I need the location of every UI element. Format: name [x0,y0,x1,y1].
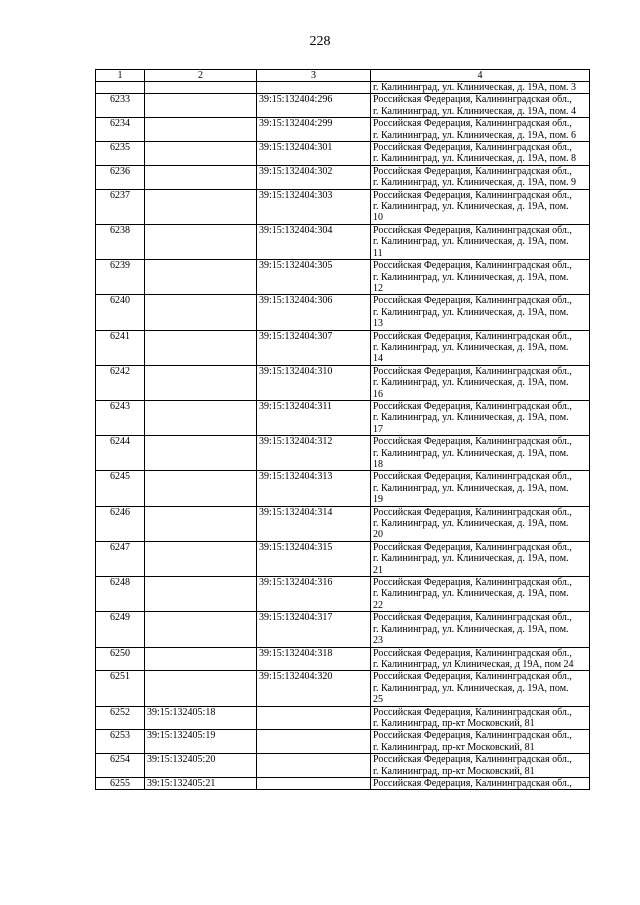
address-cell [371,706,590,730]
cadastral-number-cell-col2 [145,94,257,118]
table-row [96,777,590,789]
row-number-cell: 6241 [96,330,145,365]
row-number-cell: 6253 [96,730,145,754]
table-row [96,224,590,259]
address-cell [371,330,590,365]
address-line: 25 [373,694,383,706]
address-line: Российская Федерация, Калининградская обл., [373,730,572,742]
cadastral-number-cell-col2 [145,400,257,435]
cadastral-number-cell-col3: 39:15:132404:302 [257,165,371,189]
address-cell [371,295,590,330]
cadastral-number-cell-col2 [145,577,257,612]
address-line: Российская Федерация, Калининградская обл., [373,400,572,412]
address-cell [371,612,590,647]
address-line: Российская Федерация, Калининградская обл., [373,541,572,553]
table-row [96,295,590,330]
cadastral-number-cell-col3: 39:15:132404:306 [257,295,371,330]
cadastral-number-cell-col3: 39:15:132404:304 [257,224,371,259]
address-line: г. Калининград, ул. Клиническая, д. 19А, пом. [373,482,569,494]
cadastral-number-cell-col2 [145,165,257,189]
address-line: 21 [373,564,383,576]
row-number-cell: 6242 [96,365,145,400]
address-line: Российская Федерация, Калининградская обл., [373,647,572,659]
row-number-cell: 6234 [96,118,145,142]
address-cell [371,189,590,224]
row-number-cell: 6252 [96,706,145,730]
table-row [96,471,590,506]
cadastral-number-cell-col2 [145,436,257,471]
address-cell [371,777,590,789]
address-line: г. Калининград, ул. Клиническая, д. 19А, пом. [373,377,569,389]
row-number-cell: 6254 [96,754,145,778]
address-cell [371,647,590,671]
address-line: г. Калининград, ул. Клиническая, д. 19А, пом. [373,412,569,424]
address-line: 12 [373,282,383,294]
row-number-cell: 6233 [96,94,145,118]
table-row [96,612,590,647]
cadastral-number-cell-col3: 39:15:132404:311 [257,400,371,435]
table-row [96,436,590,471]
cadastral-number-cell-col3: 39:15:132404:317 [257,612,371,647]
address-line: Российская Федерация, Калининградская обл., [373,706,572,718]
table-row [96,730,590,754]
row-number-cell: 6236 [96,165,145,189]
address-line: г. Калининград, ул. Клиническая, д. 19А, пом. [373,271,569,283]
row-number-cell: 6239 [96,260,145,295]
address-line: Российская Федерация, Калининградская обл., [373,506,572,518]
address-line: 16 [373,388,383,400]
cadastral-number-cell-col2 [145,365,257,400]
row-number-cell: 6243 [96,400,145,435]
cadastral-number-cell-col3 [257,730,371,754]
address-line: г. Калининград, ул. Клиническая, д. 19А, пом. [373,447,569,459]
table-row [96,142,590,166]
table-row [96,647,590,671]
address-line: г. Калининград, ул. Клиническая, д. 19А, пом. [373,306,569,318]
row-number-cell: 6235 [96,142,145,166]
table-row [96,754,590,778]
address-line: Российская Федерация, Калининградская обл., [373,754,572,766]
cadastral-number-cell-col3: 39:15:132404:303 [257,189,371,224]
address-line: 10 [373,212,383,224]
address-line: Российская Федерация, Калининградская обл., [373,471,572,483]
row-number-cell: 6247 [96,541,145,576]
cadastral-number-cell-col2 [145,506,257,541]
cadastral-number-cell-col2 [145,541,257,576]
address-line: Российская Федерация, Калининградская обл., [373,671,572,683]
address-cell [371,224,590,259]
cadastral-number-cell-col2 [145,224,257,259]
row-number-cell: 6237 [96,189,145,224]
column-header-2: 2 [145,70,257,82]
address-line: Российская Федерация, Калининградская обл., [373,165,572,177]
address-line: г. Калининград, пр-кт Московский, 81 [373,717,535,729]
cadastral-number-cell-col3 [257,82,371,94]
address-cell [371,506,590,541]
cadastral-number-cell-col2 [145,647,257,671]
address-line: г. Калининград, ул. Клиническая, д. 19А, пом. 6 [373,129,577,141]
cadastral-number-cell-col3: 39:15:132404:314 [257,506,371,541]
address-line: 14 [373,353,383,365]
address-cell [371,82,590,94]
address-cell [371,730,590,754]
address-line: Российская Федерация, Калининградская обл., [373,436,572,448]
table-row [96,577,590,612]
table-row [96,330,590,365]
address-line: г. Калининград, ул. Клиническая, д. 19А, пом. 8 [373,153,577,165]
address-line: г. Калининград, ул. Клиническая, д. 19А, пом. [373,682,569,694]
address-cell [371,436,590,471]
page-number: 228 [309,34,331,49]
column-header-3: 3 [257,70,371,82]
address-cell [371,754,590,778]
cadastral-number-cell-col2 [145,612,257,647]
cadastral-number-cell-col3: 39:15:132404:301 [257,142,371,166]
cadastral-number-cell-col2: 39:15:132405:21 [145,777,257,789]
address-line: Российская Федерация, Калининградская обл., [373,189,572,201]
address-line: 20 [373,529,383,541]
address-cell [371,165,590,189]
table-row [96,260,590,295]
row-number-cell: 6251 [96,671,145,706]
address-cell [371,577,590,612]
table-row [96,165,590,189]
table-row [96,541,590,576]
table-row [96,94,590,118]
cadastral-number-cell-col3: 39:15:132404:312 [257,436,371,471]
cadastral-number-cell-col3: 39:15:132404:316 [257,577,371,612]
address-line: Российская Федерация, Калининградская обл., [373,142,572,154]
address-line: г. Калининград, ул. Клиническая, д. 19А, пом. 3 [373,82,577,93]
cadastral-number-cell-col3: 39:15:132404:307 [257,330,371,365]
address-line: Российская Федерация, Калининградская обл., [373,260,572,272]
row-number-cell: 6249 [96,612,145,647]
table-row [96,118,590,142]
row-number-cell: 6244 [96,436,145,471]
address-line: г. Калининград, ул. Клиническая, д. 19А, пом. 4 [373,105,577,117]
cadastral-number-cell-col2 [145,471,257,506]
registry-table [95,69,590,790]
row-number-cell: 6240 [96,295,145,330]
cadastral-number-cell-col3: 39:15:132404:296 [257,94,371,118]
table-header-row [96,70,590,82]
address-line: г. Калининград, ул. Клиническая, д. 19А, пом. [373,623,569,635]
address-line: 11 [373,247,383,259]
cadastral-number-cell-col2 [145,118,257,142]
address-line: Российская Федерация, Калининградская обл., [373,224,572,236]
cadastral-number-cell-col3: 39:15:132404:315 [257,541,371,576]
cadastral-number-cell-col2: 39:15:132405:20 [145,754,257,778]
address-cell [371,94,590,118]
address-line: г. Калининград, пр-кт Московский, 81 [373,741,535,753]
address-line: г. Калининград, ул. Клиническая, д. 19А, пом. [373,518,569,530]
cadastral-number-cell-col3: 39:15:132404:320 [257,671,371,706]
cadastral-number-cell-col3 [257,706,371,730]
cadastral-number-cell-col2 [145,295,257,330]
row-number-cell: 6238 [96,224,145,259]
cadastral-number-cell-col2: 39:15:132405:18 [145,706,257,730]
row-number-cell: 6255 [96,777,145,789]
cadastral-number-cell-col3: 39:15:132404:313 [257,471,371,506]
cadastral-number-cell-col3: 39:15:132404:299 [257,118,371,142]
row-number-cell: 6246 [96,506,145,541]
address-cell [371,142,590,166]
address-cell [371,260,590,295]
column-header-1: 1 [96,70,145,82]
address-cell [371,471,590,506]
address-cell [371,365,590,400]
address-line: 22 [373,599,383,611]
address-line: Российская Федерация, Калининградская обл., [373,94,572,106]
cadastral-number-cell-col3: 39:15:132404:310 [257,365,371,400]
address-line: Российская Федерация, Калининградская обл., [373,118,572,130]
row-number-cell [96,82,145,94]
cadastral-number-cell-col2 [145,142,257,166]
address-line: 13 [373,318,383,330]
address-line: Российская Федерация, Калининградская обл., [373,365,572,377]
address-line: 19 [373,494,383,506]
address-line: г. Калининград, ул. Клиническая, д. 19А, пом. 9 [373,177,577,189]
address-line: 23 [373,635,383,647]
table-row [96,400,590,435]
address-line: Российская Федерация, Калининградская обл., [373,295,572,307]
cadastral-number-cell-col2 [145,260,257,295]
address-line: 18 [373,459,383,470]
address-line: Российская Федерация, Калининградская обл., [373,612,572,624]
cadastral-number-cell-col2 [145,330,257,365]
table-row [96,506,590,541]
address-cell [371,118,590,142]
address-line: г. Калининград, пр-кт Московский, 81 [373,765,535,777]
cadastral-number-cell-col3: 39:15:132404:305 [257,260,371,295]
table-body [96,82,590,790]
cadastral-number-cell-col3: 39:15:132404:318 [257,647,371,671]
cadastral-number-cell-col3 [257,777,371,789]
address-cell [371,400,590,435]
table-row [96,671,590,706]
row-number-cell: 6245 [96,471,145,506]
row-number-cell: 6250 [96,647,145,671]
address-line: г. Калининград, ул Клиническая, д 19А, пом 24 [373,658,574,670]
address-line: Российская Федерация, Калининградская обл., [373,330,572,342]
cadastral-number-cell-col2 [145,671,257,706]
address-line: г. Калининград, ул. Клиническая, д. 19А, пом. [373,201,569,213]
address-line: г. Калининград, ул. Клиническая, д. 19А, пом. [373,553,569,565]
row-number-cell: 6248 [96,577,145,612]
address-line: 17 [373,423,383,435]
address-line: Российская Федерация, Калининградская обл., [373,577,572,589]
address-line: г. Калининград, ул. Клиническая, д. 19А, пом. [373,236,569,248]
cadastral-number-cell-col2 [145,82,257,94]
cadastral-number-cell-col3 [257,754,371,778]
table-row [96,706,590,730]
table-row [96,189,590,224]
table-row [96,365,590,400]
column-header-4: 4 [371,70,590,82]
address-cell [371,541,590,576]
address-line: г. Калининград, ул. Клиническая, д. 19А, пом. [373,588,569,600]
table-row [96,82,590,94]
address-line: г. Калининград, ул. Клиническая, д. 19А, пом. [373,341,569,353]
cadastral-number-cell-col2 [145,189,257,224]
address-cell [371,671,590,706]
address-line: Российская Федерация, Калининградская обл., [373,777,572,789]
cadastral-number-cell-col2: 39:15:132405:19 [145,730,257,754]
